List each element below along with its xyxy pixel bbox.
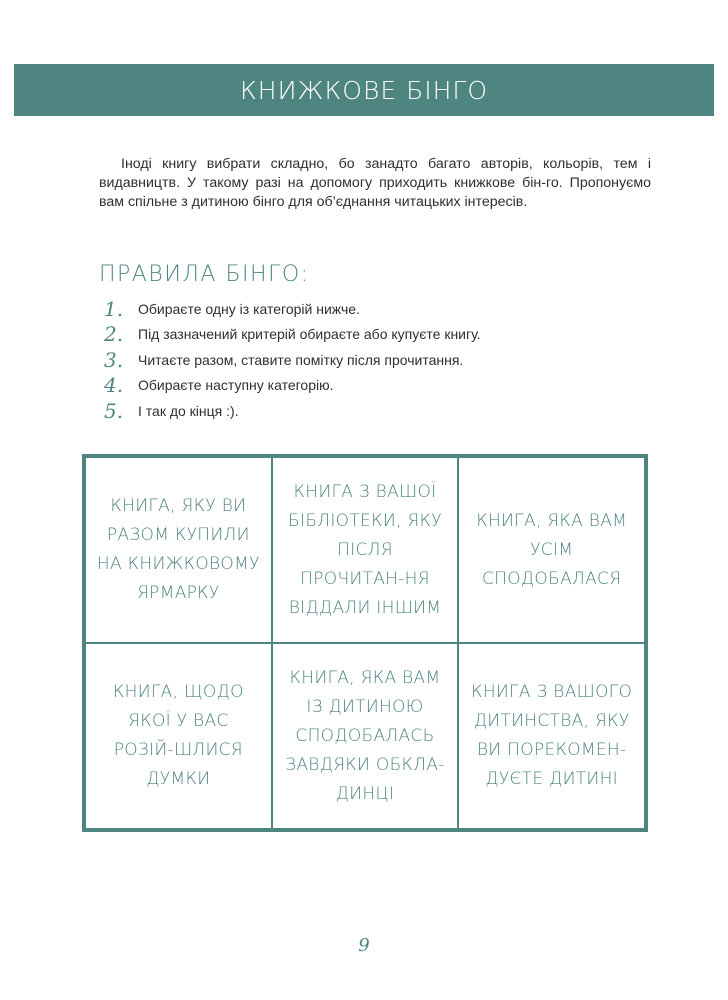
rule-item-1 [104,296,481,322]
rule-item-4 [104,373,481,399]
page-number: 9 [358,935,370,956]
bingo-cell-text: КНИГА, ЩОДО ЯКОЇ У ВАС РОЗІЙ-ШЛИСЯ ДУМКИ [112,682,244,789]
bingo-cell-5[interactable] [272,643,459,829]
rule-number: 2. [104,322,124,347]
rule-text: Читаєте разом, ставите помітку після прочитання. [138,351,464,368]
bingo-grid [82,454,648,832]
rule-text: Обираєте наступну категорію. [138,377,334,394]
rules-heading: ПРАВИЛА БІНГО: [99,262,310,287]
rule-number: 5. [104,398,124,423]
rule-item-5 [104,398,481,424]
header-band [14,64,714,116]
rule-number: 3. [104,347,124,372]
rule-number: 1. [104,296,124,321]
bingo-cell-text: КНИГА, ЯКУ ВИ РАЗОМ КУПИЛИ НА КНИЖКОВОМУ ЯРМАРКУ [96,496,260,603]
rule-number: 4. [104,373,124,398]
bingo-cell-text: КНИГА, ЯКА ВАМ УСІМ СПОДОБАЛАСЯ [476,510,628,589]
rule-text: Обираєте одну із категорій нижче. [138,300,360,317]
bingo-cell-text: КНИГА, ЯКА ВАМ ІЗ ДИТИНОЮ СПОДОБАЛАСЬ ЗАВДЯКИ ОБКЛА-ДИНЦІ [285,667,445,804]
bingo-cell-1[interactable] [85,457,272,643]
bingo-cell-text: КНИГА З ВАШОГО ДИТИНСТВА, ЯКУ ВИ ПОРЕКОМЕН-ДУЄТЕ ДИТИНІ [471,682,633,789]
bingo-cell-text: КНИГА З ВАШОЇ БІБЛІОТЕКИ, ЯКУ ПІСЛЯ ПРОЧИТАН-НЯ ВІДДАЛИ ІНШИМ [288,481,442,618]
rule-text: Під зазначений критерій обираєте або купуєте книгу. [138,326,481,343]
rule-item-2 [104,322,481,348]
bingo-cell-4[interactable] [85,643,272,829]
page-title: КНИЖКОВЕ БІНГО [239,75,489,105]
intro-paragraph: Іноді книгу вибрати складно, бо занадто багато авторів, кольорів, тем і видавництв. У такому разі на допомогу приходить книжкове бін-го. Пропонуємо вам спільне з дитиною бінго для об’єднання читацьких інтересів. [99,156,651,210]
rule-item-3 [104,347,481,373]
bingo-cell-2[interactable] [272,457,459,643]
bingo-cell-6[interactable] [458,643,645,829]
bingo-cell-3[interactable] [458,457,645,643]
rules-list [104,296,481,424]
rule-text: І так до кінця :). [138,402,239,419]
